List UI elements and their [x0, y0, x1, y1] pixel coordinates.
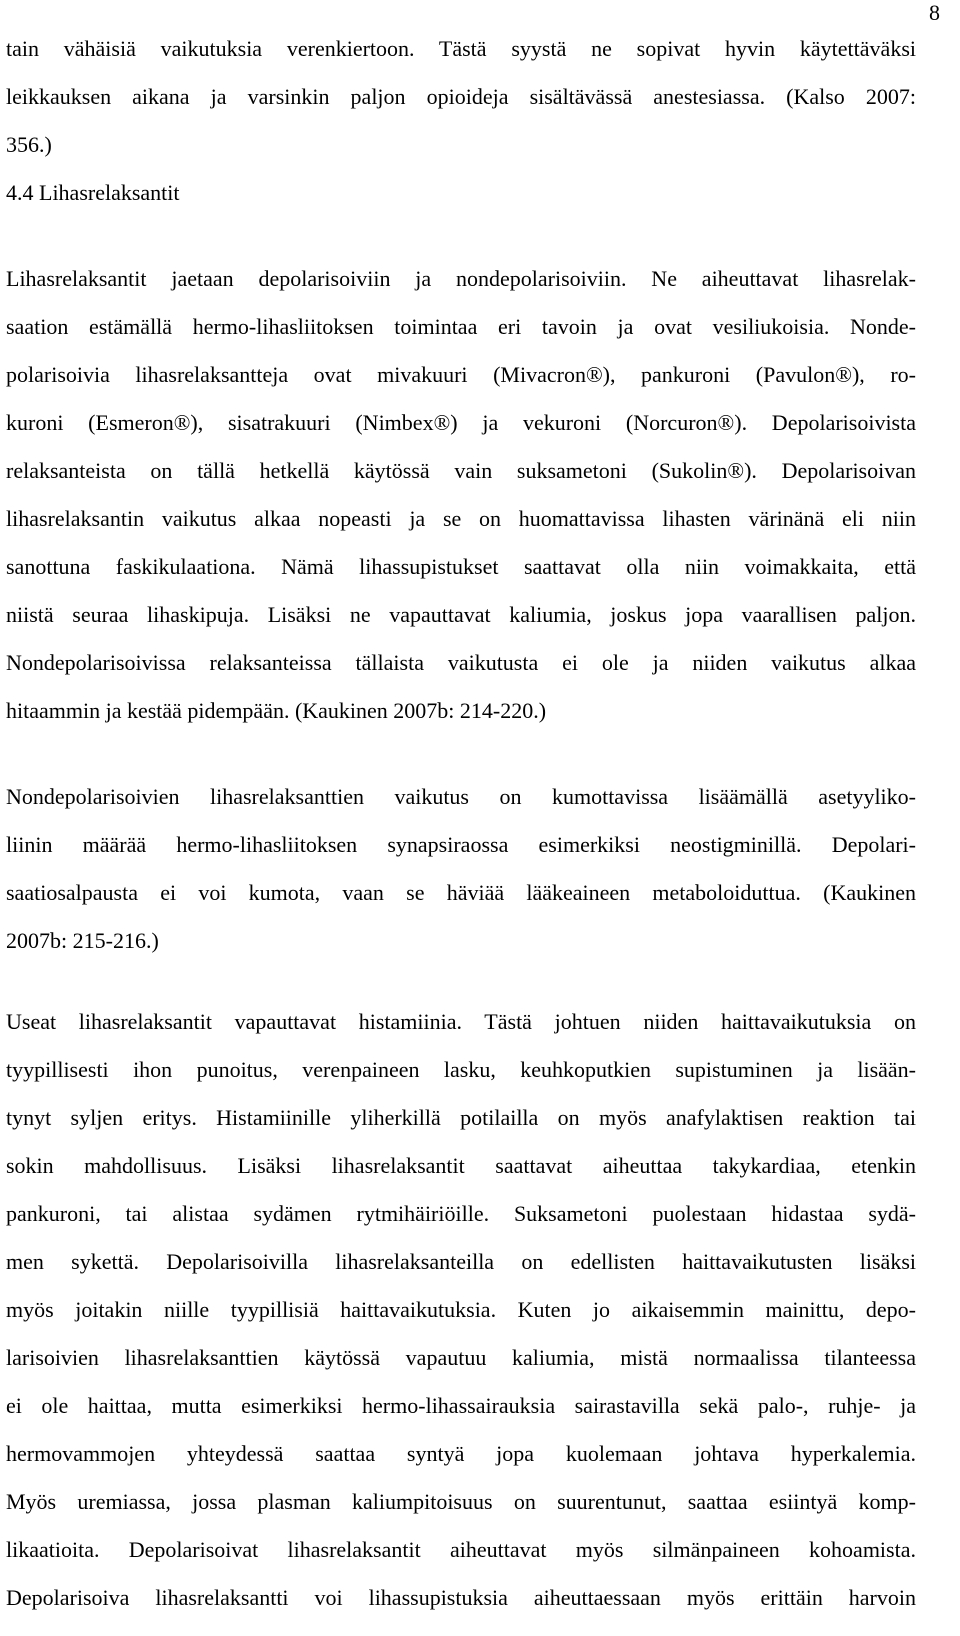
- text-line: leikkauksen aikana ja varsinkin paljon opioideja sisältävässä anestesiassa. (Kalso 2007:: [6, 84, 916, 109]
- text-line: niistä seuraa lihaskipuja. Lisäksi ne vapauttavat kaliumia, joskus jopa vaarallisen paljon.: [6, 602, 916, 627]
- text-line: tynyt syljen eritys. Histamiinille yliherkillä potilailla on myös anafylaktisen reaktion tai: [6, 1105, 916, 1130]
- text-line: liinin määrää hermo-lihasliitoksen synapsiraossa esimerkiksi neostigminillä. Depolari-: [6, 832, 916, 857]
- text-line: lihasrelaksantin vaikutus alkaa nopeasti ja se on huomattavissa lihasten värinänä eli niin: [6, 506, 916, 531]
- text-line: 2007b: 215-216.): [6, 928, 159, 953]
- text-line: Myös uremiassa, jossa plasman kaliumpitoisuus on suurentunut, saattaa esiintyä komp-: [6, 1489, 916, 1514]
- text-line: hermovammojen yhteydessä saattaa syntyä jopa kuolemaan johtava hyperkalemia.: [6, 1441, 916, 1466]
- text-line: sanottuna faskikulaationa. Nämä lihassupistukset saattavat olla niin voimakkaita, että: [6, 554, 916, 579]
- text-line: sokin mahdollisuus. Lisäksi lihasrelaksantit saattavat aiheuttaa takykardiaa, etenkin: [6, 1153, 916, 1178]
- text-line: tain vähäisiä vaikutuksia verenkiertoon. Tästä syystä ne sopivat hyvin käytettäväksi: [6, 36, 916, 61]
- text-line: saation estämällä hermo-lihasliitoksen toimintaa eri tavoin ja ovat vesiliukoisia. Nonde-: [6, 314, 916, 339]
- section-heading: 4.4 Lihasrelaksantit: [6, 180, 180, 205]
- text-line: Depolarisoiva lihasrelaksantti voi lihassupistuksia aiheuttaessaan myös erittäin harvoin: [6, 1585, 916, 1610]
- text-line: Nondepolarisoivissa relaksanteissa tällaista vaikutusta ei ole ja niiden vaikutus alkaa: [6, 650, 916, 675]
- text-line: 356.): [6, 132, 52, 157]
- text-line: kuroni (Esmeron®), sisatrakuuri (Nimbex®) ja vekuroni (Norcuron®). Depolarisoivista: [6, 410, 916, 435]
- text-line: pankuroni, tai alistaa sydämen rytmihäiriöille. Suksametoni puolestaan hidastaa sydä-: [6, 1201, 916, 1226]
- text-line: likaatioita. Depolarisoivat lihasrelaksantit aiheuttavat myös silmänpaineen kohoamista.: [6, 1537, 916, 1562]
- text-line: men sykettä. Depolarisoivilla lihasrelaksanteilla on edellisten haittavaikutusten lisäksi: [6, 1249, 916, 1274]
- page-number: 8: [929, 0, 940, 25]
- text-line: relaksanteista on tällä hetkellä käytössä vain suksametoni (Sukolin®). Depolarisoivan: [6, 458, 916, 483]
- text-line: myös joitakin niille tyypillisiä haittavaikutuksia. Kuten jo aikaisemmin mainittu, depo-: [6, 1297, 916, 1322]
- text-line: Useat lihasrelaksantit vapauttavat histamiinia. Tästä johtuen niiden haittavaikutuksia on: [6, 1009, 916, 1034]
- text-line: larisoivien lihasrelaksanttien käytössä vapautuu kaliumia, mistä normaalissa tilanteessa: [6, 1345, 916, 1370]
- text-line: ei ole haittaa, mutta esimerkiksi hermo-lihassairauksia sairastavilla sekä palo-, ruhje- ja: [6, 1393, 916, 1418]
- text-line: tyypillisesti ihon punoitus, verenpaineen lasku, keuhkoputkien supistuminen ja lisään-: [6, 1057, 916, 1082]
- text-line: polarisoivia lihasrelaksantteja ovat mivakuuri (Mivacron®), pankuroni (Pavulon®), ro-: [6, 362, 916, 387]
- text-line: hitaammin ja kestää pidempään. (Kaukinen 2007b: 214-220.): [6, 698, 547, 723]
- text-line: saatiosalpausta ei voi kumota, vaan se häviää lääkeaineen metaboloiduttua. (Kaukinen: [6, 880, 916, 905]
- text-line: Nondepolarisoivien lihasrelaksanttien vaikutus on kumottavissa lisäämällä asetyyliko-: [6, 784, 916, 809]
- text-line: Lihasrelaksantit jaetaan depolarisoiviin ja nondepolarisoiviin. Ne aiheuttavat lihasrelak-: [6, 266, 916, 291]
